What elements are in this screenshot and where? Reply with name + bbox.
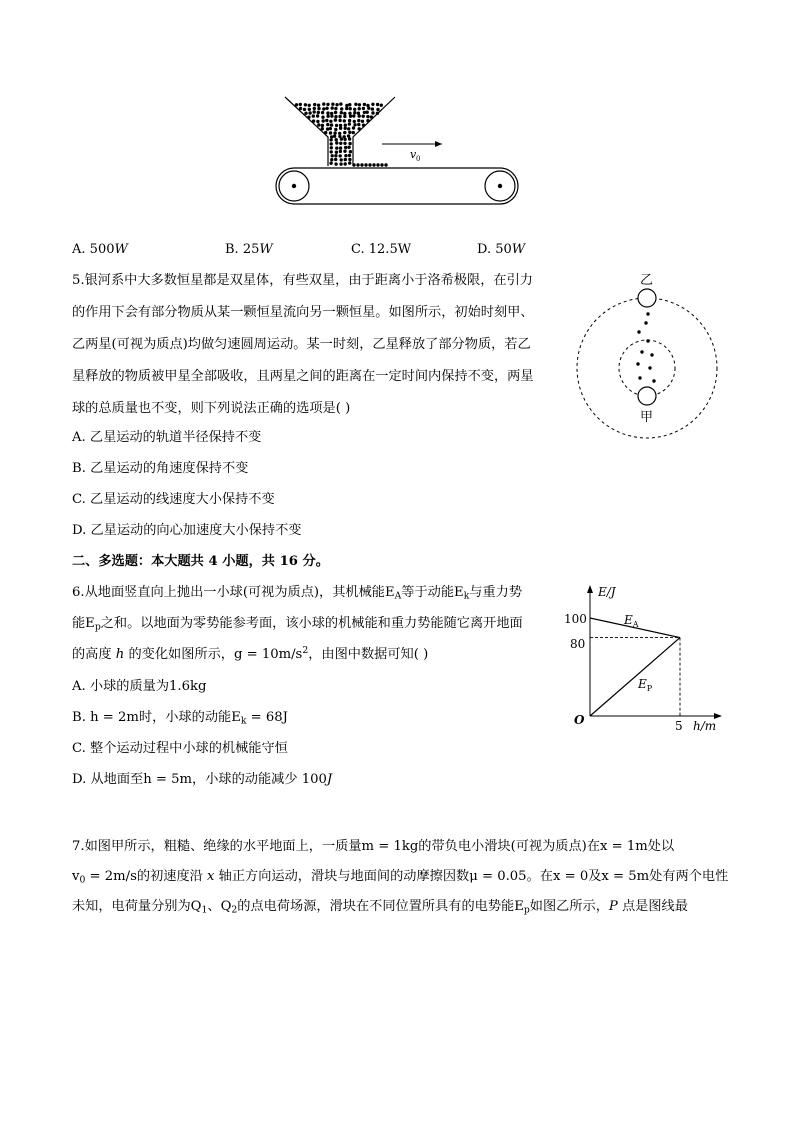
- particle: [353, 111, 356, 114]
- particle: [322, 107, 325, 110]
- particle: [312, 114, 315, 117]
- particle: [348, 119, 351, 122]
- q5-option-b[interactable]: B. 乙星运动的角速度保持不变: [72, 461, 249, 476]
- q5-stem-line-1: 5.银河系中大多数恒星都是双星体，有些双星，由于距离小于洛希极限，在引力: [72, 273, 533, 288]
- section-header: 二、多选题：本大题共 4 小题，共 16 分。: [72, 554, 329, 569]
- particle: [362, 124, 365, 127]
- particle: [348, 158, 351, 161]
- particle: [330, 150, 333, 153]
- q6-option-a[interactable]: A. 小球的质量为1.6kg: [72, 679, 207, 694]
- particle: [317, 123, 320, 126]
- particle: [339, 142, 342, 145]
- particle: [335, 146, 338, 149]
- particle: [352, 114, 355, 117]
- star-a-label: 甲: [640, 410, 654, 425]
- star-a: [638, 387, 656, 405]
- particle: [344, 146, 347, 149]
- velocity-subscript: 0: [416, 155, 421, 163]
- particle: [299, 103, 302, 106]
- particle: [366, 111, 369, 114]
- q7-stem-line-1: 7.如图甲所示，粗糙、绝缘的水平地面上，一质量m = 1kg的带负电小滑块(可视为质点)在x = 1m处以: [72, 839, 675, 854]
- particle: [363, 103, 366, 106]
- particle: [349, 115, 352, 118]
- y-axis-arrow-icon: [587, 585, 593, 593]
- particle: [368, 163, 371, 166]
- particle: [347, 146, 350, 149]
- particle: [317, 111, 320, 114]
- particle: [321, 116, 324, 119]
- particle: [329, 162, 332, 165]
- particle: [371, 111, 374, 114]
- particle: [366, 119, 369, 122]
- particle: [343, 131, 346, 134]
- conveyor-figure: [270, 92, 530, 212]
- particle: [366, 115, 369, 118]
- mass-transfer-particles: [636, 312, 655, 382]
- particle: [304, 112, 307, 115]
- particle: [338, 132, 341, 135]
- particle: [347, 127, 350, 130]
- particle: [313, 110, 316, 113]
- particle: [344, 124, 347, 127]
- energy-height-graph: [560, 582, 730, 732]
- y-axis-label: E/J: [598, 585, 616, 599]
- particle: [344, 162, 347, 165]
- particle: [348, 137, 351, 140]
- particle: [348, 103, 351, 106]
- particle: [340, 158, 343, 161]
- particle: [338, 115, 341, 118]
- particle: [317, 107, 320, 110]
- q5-option-c[interactable]: C. 乙星运动的线速度大小保持不变: [72, 492, 275, 507]
- particle: [358, 103, 361, 106]
- q6-option-b[interactable]: B. h = 2m时，小球的动能$E_k = 68J$: [72, 710, 288, 727]
- hopper-particles: [295, 102, 388, 166]
- particle: [354, 103, 357, 106]
- particle: [335, 151, 338, 154]
- particle: [380, 104, 383, 107]
- particle: [344, 127, 347, 130]
- q4-option-d[interactable]: D. 50W: [477, 242, 526, 257]
- q6-stem-line-1: 6.从地面竖直向上抛出一小球(可视为质点)，其机械能$E_A$等于动能$E_k$与重力势: [72, 585, 523, 602]
- particle: [343, 138, 346, 141]
- particle: [384, 163, 387, 166]
- particle: [312, 119, 315, 122]
- particle: [358, 114, 361, 117]
- particle: [372, 163, 375, 166]
- binary-star-figure: [570, 268, 724, 444]
- particle: [349, 150, 352, 153]
- particle: [321, 124, 324, 127]
- star-b: [638, 289, 656, 307]
- q6-option-c[interactable]: C. 整个运动过程中小球的机械能守恒: [72, 741, 288, 756]
- particle: [334, 115, 337, 118]
- particle: [334, 158, 337, 161]
- particle: [304, 103, 307, 106]
- particle: [360, 163, 363, 166]
- particle: [352, 163, 355, 166]
- particle: [343, 142, 346, 145]
- particle: [362, 107, 365, 110]
- particle: [308, 108, 311, 111]
- particle: [367, 107, 370, 110]
- particle: [329, 138, 332, 141]
- particle: [345, 107, 348, 110]
- q5-stem-line-5: 球的总质量也不变，则下列说法正确的选项是( ): [72, 401, 351, 416]
- particle: [333, 131, 336, 134]
- particle: [295, 103, 298, 106]
- particle: [348, 122, 351, 125]
- particle: [330, 135, 333, 138]
- series-line-ep: [590, 638, 680, 716]
- q7-stem-line-3: 未知，电荷量分别为$Q_1$、$Q_2$的点电荷场源，滑块在不同位置所具有的电势能$E_p$如图乙所示，P 点是图线最: [72, 899, 688, 916]
- q5-option-d[interactable]: D. 乙星运动的向心加速度大小保持不变: [72, 523, 302, 538]
- particle: [329, 131, 332, 134]
- particle: [335, 103, 338, 106]
- particle: [331, 103, 334, 106]
- particle: [339, 162, 342, 165]
- particle: [347, 134, 350, 137]
- particle: [353, 123, 356, 126]
- particle: [353, 120, 356, 123]
- y-tick-100: 100: [564, 612, 587, 626]
- particle: [321, 111, 324, 114]
- particle: [322, 119, 325, 122]
- particle: [299, 107, 302, 110]
- particle: [376, 103, 379, 106]
- y-tick-80: 80: [570, 637, 586, 651]
- particle: [339, 102, 342, 105]
- star-b-label: 乙: [640, 273, 654, 288]
- particle: [376, 163, 379, 166]
- particle: [316, 120, 319, 123]
- particle: [340, 111, 343, 114]
- particle: [338, 119, 341, 122]
- particle: [349, 107, 352, 110]
- particle: [348, 112, 351, 115]
- particle: [343, 150, 346, 153]
- particle: [326, 115, 329, 118]
- particle: [334, 107, 337, 110]
- particle: [333, 135, 336, 138]
- particle: [357, 112, 360, 115]
- x-tick-5: 5: [675, 719, 683, 732]
- particle: [343, 115, 346, 118]
- particle: [303, 108, 306, 111]
- q7-stem-line-2: $v_0 = 2m/s$的初速度沿 x 轴正方向运动，滑块与地面间的动摩擦因数μ = 0.05。在x = 0及x = 5m处有两个电性: [72, 869, 729, 886]
- q5-stem-line-3: 乙两星(可视为质点)均做匀速圆周运动。某一时刻，乙星释放了部分物质，若乙: [72, 337, 531, 352]
- velocity-label: v: [410, 148, 417, 161]
- q5-stem-line-2: 的作用下会有部分物质从某一颗恒星流向另一颗恒星。如图所示，初始时刻甲、: [72, 305, 534, 320]
- particle: [331, 154, 334, 157]
- particle: [358, 107, 361, 110]
- particle: [356, 163, 359, 166]
- particle: [364, 163, 367, 166]
- particle: [376, 108, 379, 111]
- belt: [276, 168, 518, 204]
- particle: [348, 131, 351, 134]
- particle: [340, 107, 343, 110]
- x-axis-label: h/m: [693, 719, 717, 732]
- q5-stem-line-4: 星释放的物质被甲星全部吸收，且两星之间的距离在一定时间内保持不变，两星: [72, 369, 534, 384]
- particle: [326, 103, 329, 106]
- particle: [362, 115, 365, 118]
- particle: [308, 111, 311, 114]
- particle: [358, 127, 361, 130]
- particle: [340, 137, 343, 140]
- q4-option-a[interactable]: A. 500W: [72, 242, 128, 257]
- particle: [322, 102, 325, 105]
- particle: [313, 107, 316, 110]
- particle: [334, 111, 337, 114]
- particle: [321, 127, 324, 130]
- particle: [316, 114, 319, 117]
- particle: [352, 131, 355, 134]
- particle: [348, 154, 351, 157]
- series-label-ep: $E_P$: [638, 677, 653, 693]
- origin-label: O: [574, 713, 585, 727]
- particle: [330, 158, 333, 161]
- particle: [335, 124, 338, 127]
- particle: [348, 161, 351, 164]
- q4-option-c[interactable]: C. 12.5W: [351, 242, 412, 257]
- series-label-ea: $E_A$: [624, 613, 639, 629]
- particle: [339, 154, 342, 157]
- q4-option-b[interactable]: B. 25W: [225, 242, 273, 257]
- particle: [334, 162, 337, 165]
- particle: [344, 158, 347, 161]
- particle: [339, 146, 342, 149]
- particle: [330, 114, 333, 117]
- q6-option-d[interactable]: D. 从地面至h = 5m，小球的动能减少 100J: [72, 772, 333, 787]
- particle: [339, 150, 342, 153]
- particle: [344, 154, 347, 157]
- particle: [329, 120, 332, 123]
- particle: [376, 112, 379, 115]
- particle: [324, 131, 327, 134]
- velocity-arrow: [382, 141, 442, 163]
- particle: [339, 127, 342, 130]
- particle: [371, 103, 374, 106]
- particle: [308, 104, 311, 107]
- q5-option-a[interactable]: A. 乙星运动的轨道半径保持不变: [72, 430, 262, 445]
- particle: [334, 118, 337, 121]
- particle: [331, 106, 334, 109]
- particle: [326, 111, 329, 114]
- particle: [352, 126, 355, 129]
- particle: [335, 141, 338, 144]
- particle: [357, 123, 360, 126]
- particle: [335, 138, 338, 141]
- particle: [334, 128, 337, 131]
- particle: [353, 108, 356, 111]
- particle: [361, 120, 364, 123]
- particle: [334, 154, 337, 157]
- q6-stem-line-2: 能$E_p$之和。以地面为零势能参考面，该小球的机械能和重力势能随它离开地面: [72, 616, 523, 633]
- particle: [329, 127, 332, 130]
- particle: [371, 107, 374, 110]
- particle: [330, 146, 333, 149]
- particle: [345, 104, 348, 107]
- particle: [343, 119, 346, 122]
- particle: [325, 107, 328, 110]
- particle: [330, 142, 333, 145]
- particle: [326, 123, 329, 126]
- particle: [313, 103, 316, 106]
- particle: [343, 112, 346, 115]
- particle: [357, 119, 360, 122]
- particle: [325, 119, 328, 122]
- particle: [380, 163, 383, 166]
- particle: [348, 142, 351, 145]
- particle: [307, 116, 310, 119]
- particle: [317, 104, 320, 107]
- q6-stem-line-3: 的高度 h 的变化如图所示，$g = 10m/s^2$，由图中数据可知( ): [72, 644, 429, 662]
- particle: [330, 123, 333, 126]
- particle: [370, 115, 373, 118]
